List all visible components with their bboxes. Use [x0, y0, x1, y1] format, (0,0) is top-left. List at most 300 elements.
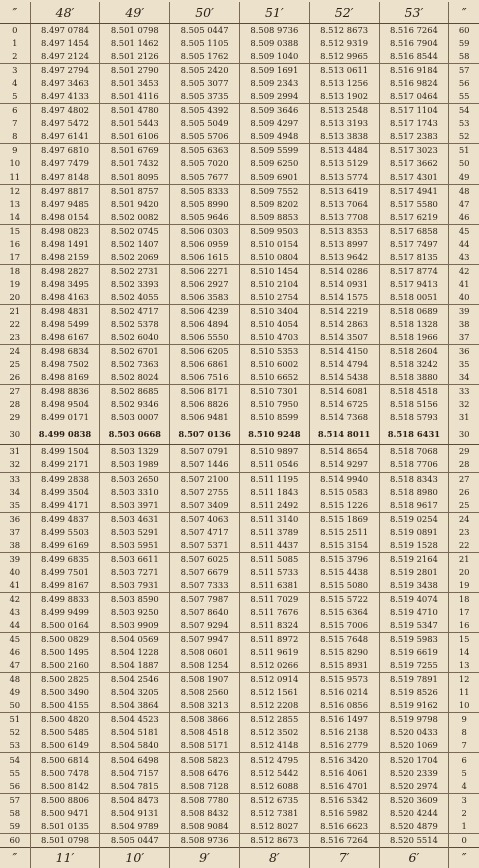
footer-col-1: 11′ [30, 847, 100, 868]
row-seconds-right: 27 [449, 472, 479, 486]
log-value-cell: 8.507 7987 [170, 592, 240, 606]
row-seconds-right: 20 [449, 566, 479, 579]
log-value-cell: 8.498 3495 [30, 278, 100, 291]
log-value-cell: 8.515 7006 [309, 619, 379, 633]
row-seconds-right: 26 [449, 486, 479, 499]
table-row [0, 566, 479, 579]
table-row [0, 104, 479, 118]
log-value-cell: 8.518 2604 [379, 345, 449, 359]
log-value-cell: 8.515 3154 [309, 539, 379, 553]
row-seconds-right: 34 [449, 371, 479, 385]
table-row [0, 472, 479, 486]
log-value-cell: 8.500 9471 [30, 807, 100, 820]
table-row [0, 278, 479, 291]
log-value-cell: 8.510 4703 [239, 331, 309, 345]
row-seconds-right: 52 [449, 130, 479, 144]
log-value-cell: 8.507 9947 [170, 633, 240, 647]
log-value-cell: 8.517 8135 [379, 251, 449, 265]
log-value-cell: 8.519 3438 [379, 579, 449, 593]
log-value-cell: 8.504 5181 [100, 726, 170, 739]
log-value-cell: 8.520 1704 [379, 753, 449, 767]
table-row [0, 753, 479, 767]
log-value-cell: 8.498 4163 [30, 291, 100, 305]
log-value-cell: 8.497 8817 [30, 184, 100, 198]
row-seconds-left: 4 [12, 78, 18, 89]
table-row [0, 371, 479, 385]
log-value-cell: 8.506 8826 [170, 398, 240, 411]
log-value-cell: 8.512 5442 [239, 767, 309, 780]
log-value-cell: 8.498 7502 [30, 358, 100, 371]
row-seconds-right: 49 [449, 171, 479, 185]
table-row [0, 304, 479, 318]
log-value-cell: 8.504 6498 [100, 753, 170, 767]
row-seconds-right: 46 [449, 211, 479, 225]
row-seconds-right: 44 [449, 238, 479, 251]
log-value-cell: 8.504 8473 [100, 793, 170, 807]
log-value-cell: 8.518 1328 [379, 318, 449, 331]
header-col-6: 53′ [379, 2, 449, 24]
row-seconds-right: 4 [449, 780, 479, 794]
table-body [0, 24, 479, 848]
row-seconds-left: 40 [9, 566, 21, 577]
log-value-cell: 8.519 5347 [379, 619, 449, 633]
row-seconds-left: 3 [12, 65, 18, 76]
row-seconds-left: 8 [0, 130, 30, 144]
log-value-cell: 8.514 3507 [309, 331, 379, 345]
row-seconds-left: 33 [9, 473, 21, 484]
log-value-cell: 8.508 5823 [170, 753, 240, 767]
log-value-cell: 8.499 2171 [30, 458, 100, 472]
log-value-cell: 8.504 3864 [100, 699, 170, 713]
log-value-cell: 8.501 0798 [30, 833, 100, 847]
log-value-cell: 8.508 3213 [170, 699, 240, 713]
log-value-cell: 8.510 9248 [239, 424, 309, 445]
log-value-cell: 8.515 4438 [309, 566, 379, 579]
log-value-cell: 8.507 6025 [170, 552, 240, 566]
table-row [0, 345, 479, 359]
footer-col-2: 10′ [100, 847, 170, 868]
header-col-1: 48′ [30, 2, 100, 24]
log-value-cell: 8.504 1228 [100, 646, 170, 659]
row-seconds-left: 49 [9, 687, 21, 698]
log-value-cell: 8.498 5499 [30, 318, 100, 331]
log-value-cell: 8.497 7479 [30, 157, 100, 170]
row-seconds-right: 35 [449, 358, 479, 371]
row-seconds-left: 0 [12, 25, 18, 36]
row-seconds-left: 35 [0, 499, 30, 513]
row-seconds-left: 12 [9, 185, 21, 196]
log-value-cell: 8.518 0689 [379, 304, 449, 318]
row-seconds-right: 39 [449, 304, 479, 318]
log-value-cell: 8.504 9131 [100, 807, 170, 820]
log-value-cell: 8.514 0286 [309, 264, 379, 278]
log-value-cell: 8.504 3205 [100, 686, 170, 699]
log-value-cell: 8.500 6149 [30, 739, 100, 753]
log-value-cell: 8.505 4392 [170, 104, 240, 118]
log-value-cell: 8.518 3880 [379, 371, 449, 385]
table-row [0, 592, 479, 606]
log-value-cell: 8.512 8027 [239, 820, 309, 834]
table-row [0, 713, 479, 727]
log-value-cell: 8.509 9503 [239, 224, 309, 238]
row-seconds-right: 55 [449, 90, 479, 104]
log-value-cell: 8.519 2164 [379, 552, 449, 566]
table-row [0, 579, 479, 593]
row-seconds-left: 51 [9, 714, 21, 725]
log-value-cell: 8.512 9319 [309, 37, 379, 50]
log-value-cell: 8.498 0154 [30, 211, 100, 225]
log-value-cell: 8.501 5443 [100, 117, 170, 130]
log-value-cell: 8.518 7706 [379, 458, 449, 472]
log-value-cell: 8.511 3789 [239, 526, 309, 539]
log-value-cell: 8.508 5171 [170, 739, 240, 753]
table-row [0, 157, 479, 170]
log-value-cell: 8.508 9736 [170, 833, 240, 847]
row-seconds-right: 17 [449, 606, 479, 619]
log-value-cell: 8.518 8980 [379, 486, 449, 499]
log-value-cell: 8.518 3242 [379, 358, 449, 371]
table-row [0, 398, 479, 411]
log-value-cell: 8.502 2069 [100, 251, 170, 265]
row-seconds-right: 11 [449, 686, 479, 699]
log-value-cell: 8.501 4780 [100, 104, 170, 118]
log-value-cell: 8.514 5438 [309, 371, 379, 385]
log-value-cell: 8.498 0823 [30, 224, 100, 238]
log-value-cell: 8.505 6363 [170, 144, 240, 158]
table-row [0, 358, 479, 371]
log-value-cell: 8.498 4831 [30, 304, 100, 318]
table-row [0, 331, 479, 345]
log-value-cell: 8.511 9619 [239, 646, 309, 659]
log-value-cell: 8.505 3077 [170, 77, 240, 90]
table-row [0, 526, 479, 539]
log-value-cell: 8.510 6652 [239, 371, 309, 385]
log-value-cell: 8.515 1869 [309, 512, 379, 526]
header-seconds-left: ″ [0, 2, 30, 24]
log-value-cell: 8.502 3393 [100, 278, 170, 291]
table-row [0, 767, 479, 780]
row-seconds-right: 16 [449, 619, 479, 633]
log-value-cell: 8.509 2343 [239, 77, 309, 90]
row-seconds-left: 22 [9, 319, 21, 330]
row-seconds-right: 41 [449, 278, 479, 291]
log-value-cell: 8.508 7128 [170, 780, 240, 794]
row-seconds-left: 25 [9, 359, 21, 370]
row-seconds-right: 10 [449, 699, 479, 713]
row-seconds-right: 59 [449, 37, 479, 50]
row-seconds-right: 57 [449, 64, 479, 78]
table-row [0, 699, 479, 713]
log-value-cell: 8.498 6834 [30, 345, 100, 359]
log-value-cell: 8.507 0136 [170, 424, 240, 445]
row-seconds-right: 25 [449, 499, 479, 513]
row-seconds-right: 22 [449, 539, 479, 553]
table-row [0, 224, 479, 238]
log-value-cell: 8.501 8095 [100, 171, 170, 185]
log-value-cell: 8.501 2126 [100, 50, 170, 64]
log-value-cell: 8.511 4437 [239, 539, 309, 553]
log-value-cell: 8.514 0931 [309, 278, 379, 291]
log-value-cell: 8.497 2794 [30, 64, 100, 78]
log-value-cell: 8.514 8654 [309, 445, 379, 459]
log-value-cell: 8.498 8836 [30, 385, 100, 399]
log-value-cell: 8.509 4948 [239, 130, 309, 144]
log-value-cell: 8.502 4717 [100, 304, 170, 318]
log-value-cell: 8.512 2855 [239, 713, 309, 727]
row-seconds-left: 13 [9, 198, 21, 209]
log-value-cell: 8.501 7432 [100, 157, 170, 170]
table-row [0, 184, 479, 198]
row-seconds-left: 39 [9, 553, 21, 564]
row-seconds-left: 28 [9, 399, 21, 410]
log-value-cell: 8.514 9297 [309, 458, 379, 472]
log-value-cell: 8.497 6141 [30, 130, 100, 144]
log-value-cell: 8.518 5793 [379, 411, 449, 424]
row-seconds-right: 32 [449, 398, 479, 411]
log-value-cell: 8.507 8640 [170, 606, 240, 619]
log-value-cell: 8.505 2420 [170, 64, 240, 78]
log-value-cell: 8.506 2271 [170, 264, 240, 278]
log-value-cell: 8.503 9250 [100, 606, 170, 619]
log-value-cell: 8.515 3796 [309, 552, 379, 566]
row-seconds-right: 12 [449, 673, 479, 687]
log-value-cell: 8.509 6250 [239, 157, 309, 170]
log-value-cell: 8.502 2731 [100, 264, 170, 278]
row-seconds-right: 23 [449, 526, 479, 539]
row-seconds-right: 1 [449, 820, 479, 834]
log-value-cell: 8.509 3646 [239, 104, 309, 118]
log-value-cell: 8.500 7478 [30, 767, 100, 780]
log-value-cell: 8.509 7552 [239, 184, 309, 198]
table-row [0, 633, 479, 647]
row-seconds-right: 8 [449, 726, 479, 739]
log-value-cell: 8.517 1104 [379, 104, 449, 118]
row-seconds-right: 21 [449, 552, 479, 566]
log-value-cell: 8.516 5342 [309, 793, 379, 807]
log-value-cell: 8.503 0668 [100, 424, 170, 445]
row-seconds-right: 43 [449, 251, 479, 265]
log-value-cell: 8.505 0447 [100, 833, 170, 847]
row-seconds-right: 33 [449, 385, 479, 399]
log-value-cell: 8.510 1454 [239, 264, 309, 278]
log-value-cell: 8.518 8343 [379, 472, 449, 486]
log-value-cell: 8.511 1843 [239, 486, 309, 499]
log-value-cell: 8.497 2124 [30, 50, 100, 64]
log-value-cell: 8.506 9481 [170, 411, 240, 424]
row-seconds-right: 9 [449, 713, 479, 727]
log-value-cell: 8.518 6431 [379, 424, 449, 445]
log-value-cell: 8.499 8167 [30, 579, 100, 593]
log-value-cell: 8.512 0914 [239, 673, 309, 687]
log-value-cell: 8.506 8171 [170, 385, 240, 399]
log-value-cell: 8.515 0583 [309, 486, 379, 499]
row-seconds-left: 47 [0, 659, 30, 673]
row-seconds-left: 18 [9, 265, 21, 276]
log-table [0, 2, 479, 868]
log-value-cell: 8.506 4894 [170, 318, 240, 331]
row-seconds-right: 7 [449, 739, 479, 753]
log-value-cell: 8.506 0303 [170, 224, 240, 238]
row-seconds-left: 24 [9, 346, 21, 357]
table-row [0, 686, 479, 699]
row-seconds-right: 6 [449, 753, 479, 767]
log-value-cell: 8.509 2994 [239, 90, 309, 104]
log-value-cell: 8.512 0266 [239, 659, 309, 673]
log-value-cell: 8.513 1902 [309, 90, 379, 104]
row-seconds-left: 58 [9, 807, 21, 818]
footer-col-5: 7′ [309, 847, 379, 868]
log-value-cell: 8.508 9736 [239, 24, 309, 38]
log-value-cell: 8.516 7904 [379, 37, 449, 50]
log-value-cell: 8.519 6619 [379, 646, 449, 659]
log-value-cell: 8.519 7255 [379, 659, 449, 673]
log-value-cell: 8.507 7333 [170, 579, 240, 593]
log-value-cell: 8.498 2827 [30, 264, 100, 278]
row-seconds-left: 26 [0, 371, 30, 385]
row-seconds-left: 59 [0, 820, 30, 834]
row-seconds-left: 43 [9, 606, 21, 617]
log-value-cell: 8.500 2825 [30, 673, 100, 687]
row-seconds-right: 5 [449, 767, 479, 780]
log-value-cell: 8.515 9573 [309, 673, 379, 687]
log-value-cell: 8.509 6901 [239, 171, 309, 185]
log-value-cell: 8.514 6725 [309, 398, 379, 411]
log-value-cell: 8.520 4244 [379, 807, 449, 820]
log-value-cell: 8.513 0611 [309, 64, 379, 78]
log-value-cell: 8.512 6735 [239, 793, 309, 807]
log-value-cell: 8.515 2511 [309, 526, 379, 539]
log-value-cell: 8.510 4054 [239, 318, 309, 331]
table-row [0, 117, 479, 130]
log-value-cell: 8.516 9824 [379, 77, 449, 90]
log-value-cell: 8.497 8148 [30, 171, 100, 185]
row-seconds-left: 16 [9, 238, 21, 249]
log-value-cell: 8.497 1454 [30, 37, 100, 50]
row-seconds-left: 27 [9, 386, 21, 397]
log-value-cell: 8.498 9504 [30, 398, 100, 411]
log-value-cell: 8.509 8202 [239, 198, 309, 211]
row-seconds-right: 30 [449, 424, 479, 445]
log-value-cell: 8.501 9420 [100, 198, 170, 211]
log-value-cell: 8.511 3140 [239, 512, 309, 526]
log-value-cell: 8.517 3023 [379, 144, 449, 158]
log-value-cell: 8.499 9499 [30, 606, 100, 619]
log-value-cell: 8.517 1743 [379, 117, 449, 130]
row-seconds-left: 57 [9, 794, 21, 805]
table-row [0, 24, 479, 38]
log-value-cell: 8.515 5722 [309, 592, 379, 606]
row-seconds-right: 18 [449, 592, 479, 606]
log-value-cell: 8.503 5291 [100, 526, 170, 539]
row-seconds-right: 37 [449, 331, 479, 345]
log-value-cell: 8.499 7501 [30, 566, 100, 579]
log-value-cell: 8.510 9897 [239, 445, 309, 459]
log-value-cell: 8.510 2754 [239, 291, 309, 305]
log-value-cell: 8.499 4171 [30, 499, 100, 513]
log-value-cell: 8.501 2790 [100, 64, 170, 78]
log-value-cell: 8.502 7363 [100, 358, 170, 371]
header-row [0, 2, 479, 24]
log-value-cell: 8.510 2104 [239, 278, 309, 291]
log-value-cell: 8.510 8599 [239, 411, 309, 424]
table-row [0, 552, 479, 566]
table-row [0, 424, 479, 445]
table-row [0, 807, 479, 820]
footer-row [0, 847, 479, 868]
log-value-cell: 8.516 7264 [379, 24, 449, 38]
row-seconds-right: 42 [449, 264, 479, 278]
log-value-cell: 8.519 4074 [379, 592, 449, 606]
log-value-cell: 8.519 9798 [379, 713, 449, 727]
row-seconds-left: 19 [9, 278, 21, 289]
log-value-cell: 8.517 6858 [379, 224, 449, 238]
row-seconds-right: 38 [449, 318, 479, 331]
row-seconds-left: 45 [9, 634, 21, 645]
log-value-cell: 8.501 0798 [100, 24, 170, 38]
table-row [0, 793, 479, 807]
row-seconds-right: 40 [449, 291, 479, 305]
log-value-cell: 8.515 6364 [309, 606, 379, 619]
log-value-cell: 8.500 0164 [30, 619, 100, 633]
log-value-cell: 8.499 3504 [30, 486, 100, 499]
log-value-cell: 8.510 0804 [239, 251, 309, 265]
log-value-cell: 8.500 4820 [30, 713, 100, 727]
log-value-cell: 8.519 0254 [379, 512, 449, 526]
row-seconds-right: 58 [449, 50, 479, 64]
row-seconds-left: 21 [9, 306, 21, 316]
log-value-cell: 8.516 7264 [309, 833, 379, 847]
log-value-cell: 8.511 8324 [239, 619, 309, 633]
log-value-cell: 8.499 1504 [30, 445, 100, 459]
log-value-cell: 8.518 7068 [379, 445, 449, 459]
log-value-cell: 8.517 7497 [379, 238, 449, 251]
table-row [0, 77, 479, 90]
log-value-cell: 8.511 2492 [239, 499, 309, 513]
table-row [0, 739, 479, 753]
table-row [0, 820, 479, 834]
log-value-cell: 8.499 6169 [30, 539, 100, 553]
log-value-cell: 8.500 4155 [30, 699, 100, 713]
log-value-cell: 8.514 7368 [309, 411, 379, 424]
row-seconds-left: 32 [0, 458, 30, 472]
table-row [0, 37, 479, 50]
log-value-cell: 8.516 0214 [309, 686, 379, 699]
log-value-cell: 8.520 4879 [379, 820, 449, 834]
log-value-cell: 8.512 9965 [309, 50, 379, 64]
log-value-cell: 8.503 7271 [100, 566, 170, 579]
row-seconds-left: 20 [0, 291, 30, 305]
log-value-cell: 8.512 1561 [239, 686, 309, 699]
row-seconds-left: 37 [9, 526, 21, 537]
log-value-cell: 8.505 8990 [170, 198, 240, 211]
log-value-cell: 8.520 1069 [379, 739, 449, 753]
log-value-cell: 8.513 2548 [309, 104, 379, 118]
log-value-cell: 8.509 1691 [239, 64, 309, 78]
table-row [0, 486, 479, 499]
log-value-cell: 8.520 2339 [379, 767, 449, 780]
row-seconds-left: 36 [9, 513, 21, 524]
log-value-cell: 8.517 2383 [379, 130, 449, 144]
table-row [0, 780, 479, 794]
log-value-cell: 8.501 6106 [100, 130, 170, 144]
log-value-cell: 8.500 0829 [30, 633, 100, 647]
row-seconds-left: 17 [0, 251, 30, 265]
table-row [0, 198, 479, 211]
log-value-cell: 8.502 9346 [100, 398, 170, 411]
row-seconds-left: 11 [0, 171, 30, 185]
log-value-cell: 8.504 0569 [100, 633, 170, 647]
log-value-cell: 8.510 6002 [239, 358, 309, 371]
